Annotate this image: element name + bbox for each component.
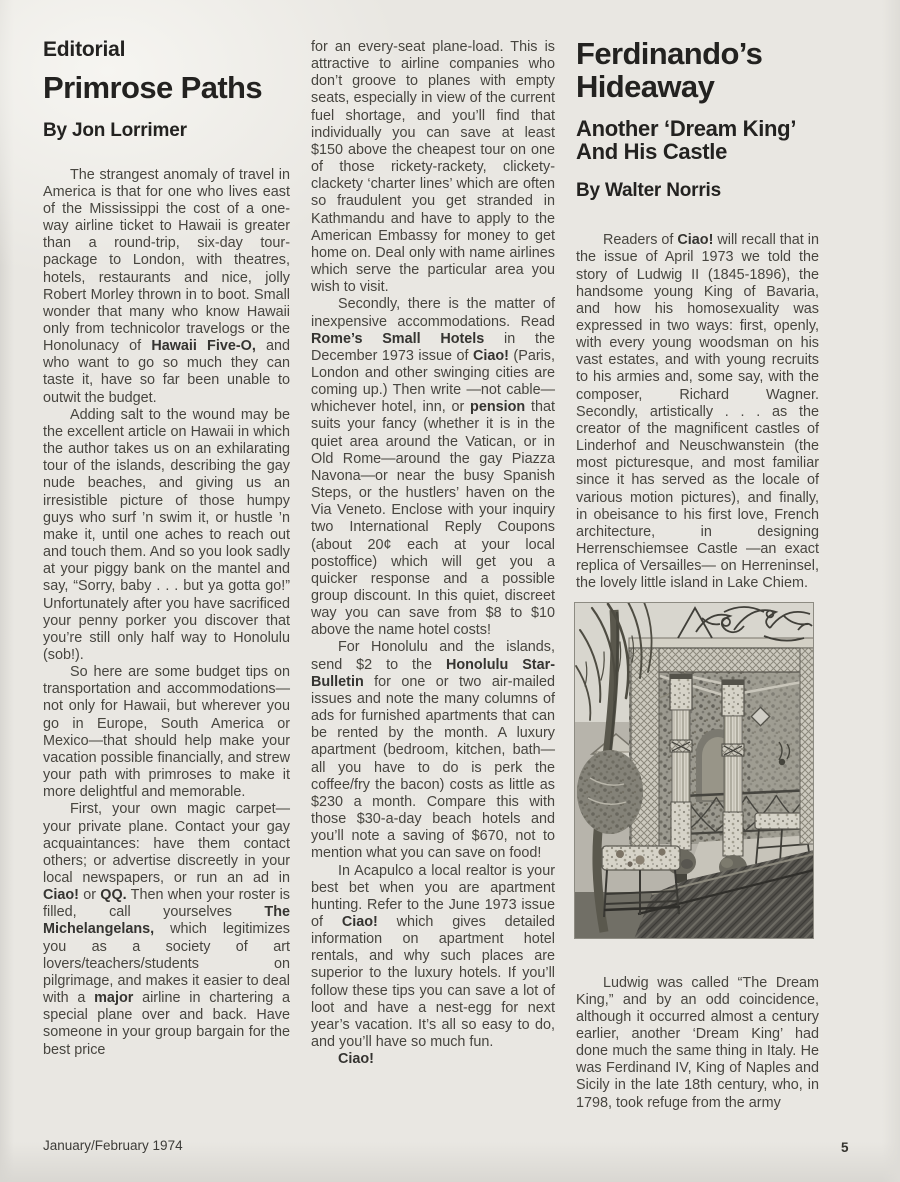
issue-date: January/February 1974 <box>43 1138 183 1153</box>
feature-subtitle: Another ‘Dream King’ And His Castle <box>576 115 795 165</box>
feature-body-before-photo <box>576 232 819 592</box>
paragraph: So here are some budget tips on transportation and accommodations—not only for Hawaii, but wherever you go in Europe, South America or Mexico—that should help make your vacation possible financially, and strew your path with primroses to make it more delightful and memorable. <box>43 664 290 801</box>
page-number: 5 <box>841 1140 849 1155</box>
editorial-byline: By Jon Lorrimer <box>43 119 187 141</box>
feature-title: Ferdinando’s Hideaway <box>576 36 763 104</box>
feature-column <box>576 38 819 1112</box>
pavilion-interior-photo <box>574 602 814 939</box>
paragraph: Readers of Ciao! will recall that in the issue of April 1973 we told the story of Ludwig II (1845-1896), the handsome young King of Bavaria, and how his homosexuality was expressed in two ways: first, openly, with every young woodsman on his vast estates, and with young recruits to his armies and, some say, with the composer, Richard Wagner. Secondly, artistically . . . as the creator of the magnificent castles of Linderhof and Neuschwanstein (the most picturesque, and most familiar since it has served as the locale of various motion pictures), and finally, in obeisance to his first love, French architecture, in designing Herrenschiemsee Castle —an exact replica of Versailles— on Herreninsel, the lovely little island in Lake Chiem. <box>576 232 819 592</box>
editorial-column-1 <box>43 38 290 1059</box>
editorial-title: Primrose Paths <box>43 70 263 105</box>
editorial-body-col1 <box>43 167 290 1059</box>
feature-body-after-photo <box>576 975 819 1112</box>
paragraph: Secondly, there is the matter of inexpensive accommodations. Read Rome’s Small Hotels in the December 1973 issue of Ciao! (Paris, London and other swinging cities are coming up.) Then write —not cable—whichever hotel, inn, or pension that suits your fancy (whether it is in the quiet area around the Vatican, or in Old Rome—around the gay Piazza Navona—or near the busy Spanish Steps, or the hustlers’ haven on the Via Veneto. Enclose with your inquiry two International Reply Coupons (about 20¢ each at your local postoffice) which will get you a quicker response and a possible group discount. In this quiet, discreet way you can save from $8 to $10 above the name hotel costs! <box>311 296 556 639</box>
paragraph: In Acapulco a local realtor is your best bet when you are apartment hunting. Refer to the June 1973 issue of Ciao! which gives detailed information on apartment hotel rentals, and why such places are superior to the luxury hotels. If you’ll follow these tips you can save a lot of loot and have a nest-egg for next year’s vacation. It’s all so easy to do, and you’ll have so much fun. <box>311 862 556 1051</box>
paragraph: Ludwig was called “The Dream King,” and by an odd coincidence, although it occurred almost a century earlier, another ‘Dream King’ had done much the same thing in Italy. He was Ferdinand IV, King of Naples and Sicily in the late 18th century, who, in 1798, took refuge from the army <box>576 974 819 1111</box>
paragraph: The strangest anomaly of travel in America is that for one who lives east of the Mississippi the cost of a one-way airline ticket to Hawaii is greater than a round-trip, six-day tour-package to London, with theatres, hotels, restaurants and nice, jolly Robert Morley thrown in to boot. Small wonder that many who know Hawaii only from technicolor travelogs or the Honolunacy of Hawaii Five-O, and who want to go so much they can taste it, have so far been unable to outwit the budget. <box>43 166 291 406</box>
editorial-body-col2 <box>311 39 555 1068</box>
paragraph: Ciao! <box>338 1051 374 1068</box>
feature-byline: By Walter Norris <box>576 180 721 202</box>
paragraph: for an every-seat plane-load. This is attractive to airline companies who don’t groove to planes with empty seats, especially in view of the current fuel shortage, and you’ll find that individually you can save at least $150 above the cheapest tour on one of those rickety-rackety, clickety-clackety ‘charter lines’ which are often so fraudulent you get stranded in Kathmandu and have to apply to the American Embassy for money to get home on. Deal only with name airlines which serve the particular area you wish to visit. <box>311 39 555 296</box>
paragraph: Adding salt to the wound may be the excellent article on Hawaii in which the author takes us on an exhilarating tour of the islands, describing the gay nude beaches, and giving us an irresistible picture of those humpy guys who surf ’n swim it, or hustle ’n make it, until one aches to reach out and touch them. And so you look sadly at your piggy bank on the mantel and say, “Sorry, baby . . . but ya gotta go!” Unfortunately after you have sacrificed your penny porker you discover that you’re still only half way to Honolulu (sob!). <box>43 406 290 663</box>
editorial-column-2 <box>311 39 555 1068</box>
editorial-kicker: Editorial <box>43 38 126 61</box>
paragraph: First, your own magic carpet—your private plane. Contact your gay acquaintances: have them contact others; or advertise discreetly in your local newspapers, or run an ad in Ciao! or QQ. Then when your roster is filled, call yourselves The Michelangelans, which legitimizes you as a society of art lovers/teachers/students on pilgrimage, and makes it easier to deal with a major airline in chartering a special plane over and back. Have someone in your group bargain for the best price <box>43 801 291 1058</box>
paragraph: For Honolulu and the islands, send $2 to the Honolulu Star-Bulletin for one or two air-mailed issues and note the many columns of ads for furnished apartments that can be rented by the month. A luxury apartment (bedroom, kitchen, bath—all you have to do is perk the coffee/fry the bacon) costs as little as $230 a month. Compare this with those $30-a-day beach hotels and you’ll note a saving of $670, not to mention what you can save on food! <box>311 639 555 862</box>
